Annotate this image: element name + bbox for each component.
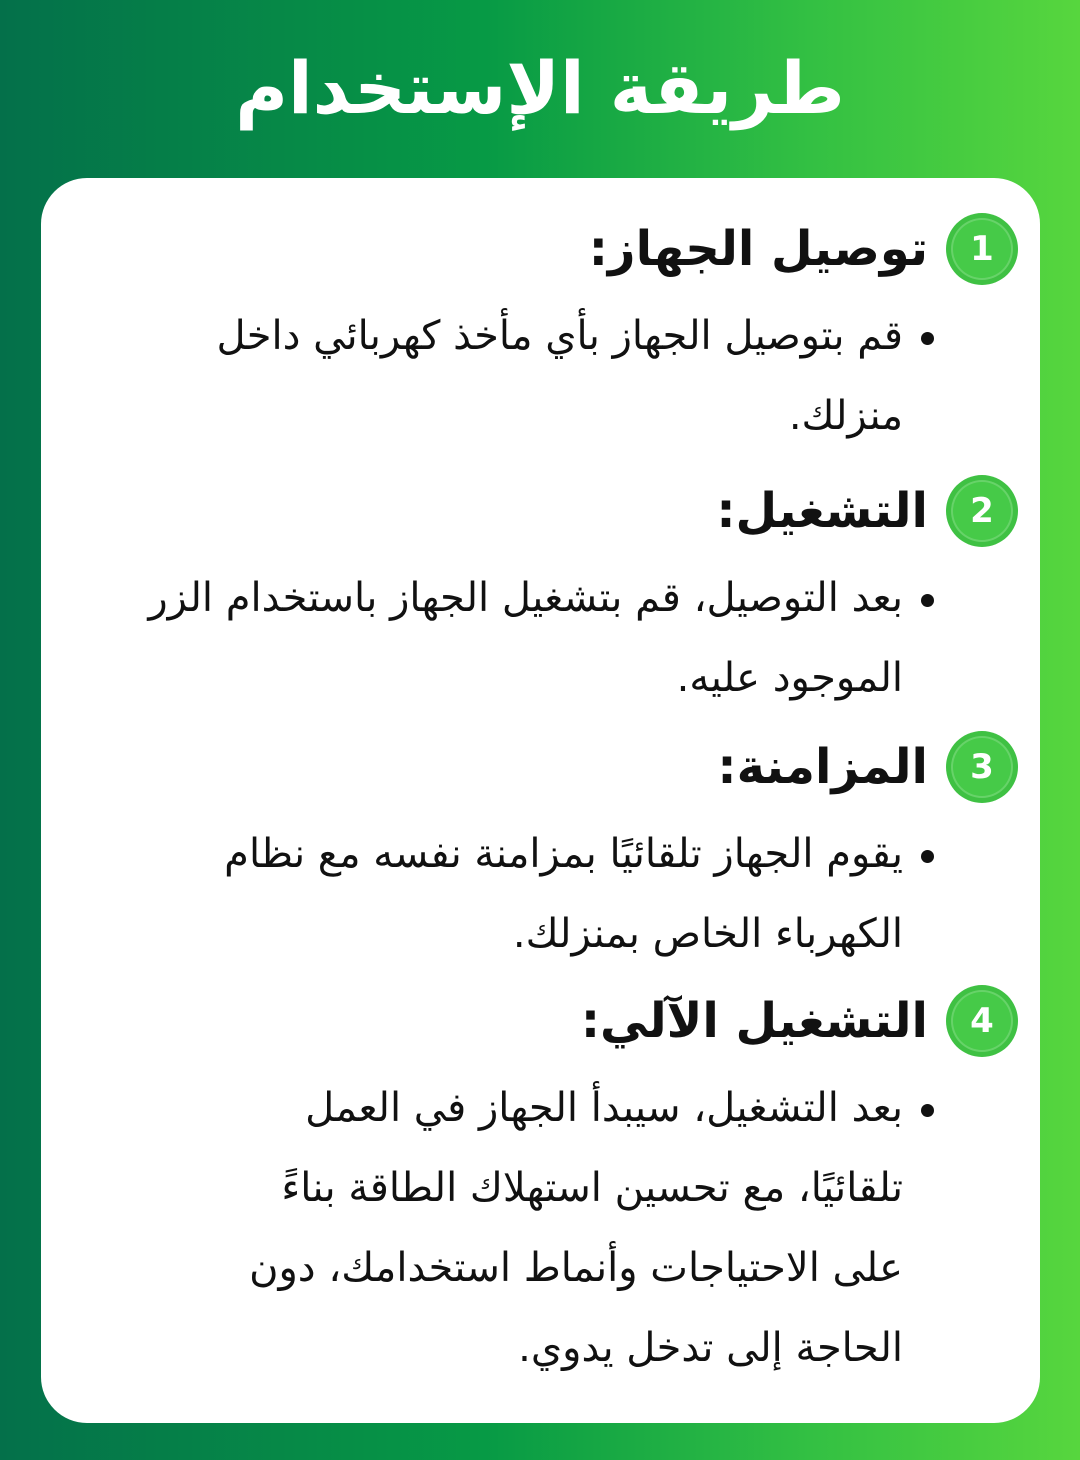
bullet-icon [921,594,934,607]
step-description: يقوم الجهاز تلقائيًا بمزامنة نفسه مع نظام الكهرباء الخاص بمنزلك. [224,831,903,957]
bullet-icon [921,332,934,345]
step-bullet-item [64,814,934,974]
step-description: بعد التشغيل، سيبدأ الجهاز في العمل تلقائيًا، مع تحسين استهلاك الطاقة بناءً على الاحتياجات وأنماط استخدامك، دون الحاجة إلى تدخل يدوي. [249,1085,903,1371]
step-title: التشغيل: [716,483,928,539]
step-description: بعد التوصيل، قم بتشغيل الجهاز باستخدام الزر الموجود عليه. [148,575,903,701]
step-bullet-item [64,558,934,718]
step-number-badge [946,213,1018,285]
step-number-badge [946,985,1018,1057]
step-number: 1 [951,218,1013,280]
instructions-card [41,178,1040,1423]
step-1-header [589,212,1018,286]
step-description: قم بتوصيل الجهاز بأي مأخذ كهربائي داخل منزلك. [216,313,903,439]
step-3-header [717,730,1018,804]
step-title: التشغيل الآلي: [580,993,928,1049]
step-number: 4 [951,990,1013,1052]
page-title: طريقة الإستخدام [235,46,845,130]
step-title: توصيل الجهاز: [588,221,928,277]
step-bullet-item [164,1068,934,1388]
bullet-icon [921,1104,934,1117]
step-number: 3 [951,736,1013,798]
step-number-badge [946,475,1018,547]
bullet-icon [921,850,934,863]
step-number: 2 [951,480,1013,542]
step-4-header [581,984,1018,1058]
step-title: المزامنة: [717,739,928,795]
step-bullet-item [64,296,934,456]
step-2-header [716,474,1018,548]
step-number-badge [946,731,1018,803]
